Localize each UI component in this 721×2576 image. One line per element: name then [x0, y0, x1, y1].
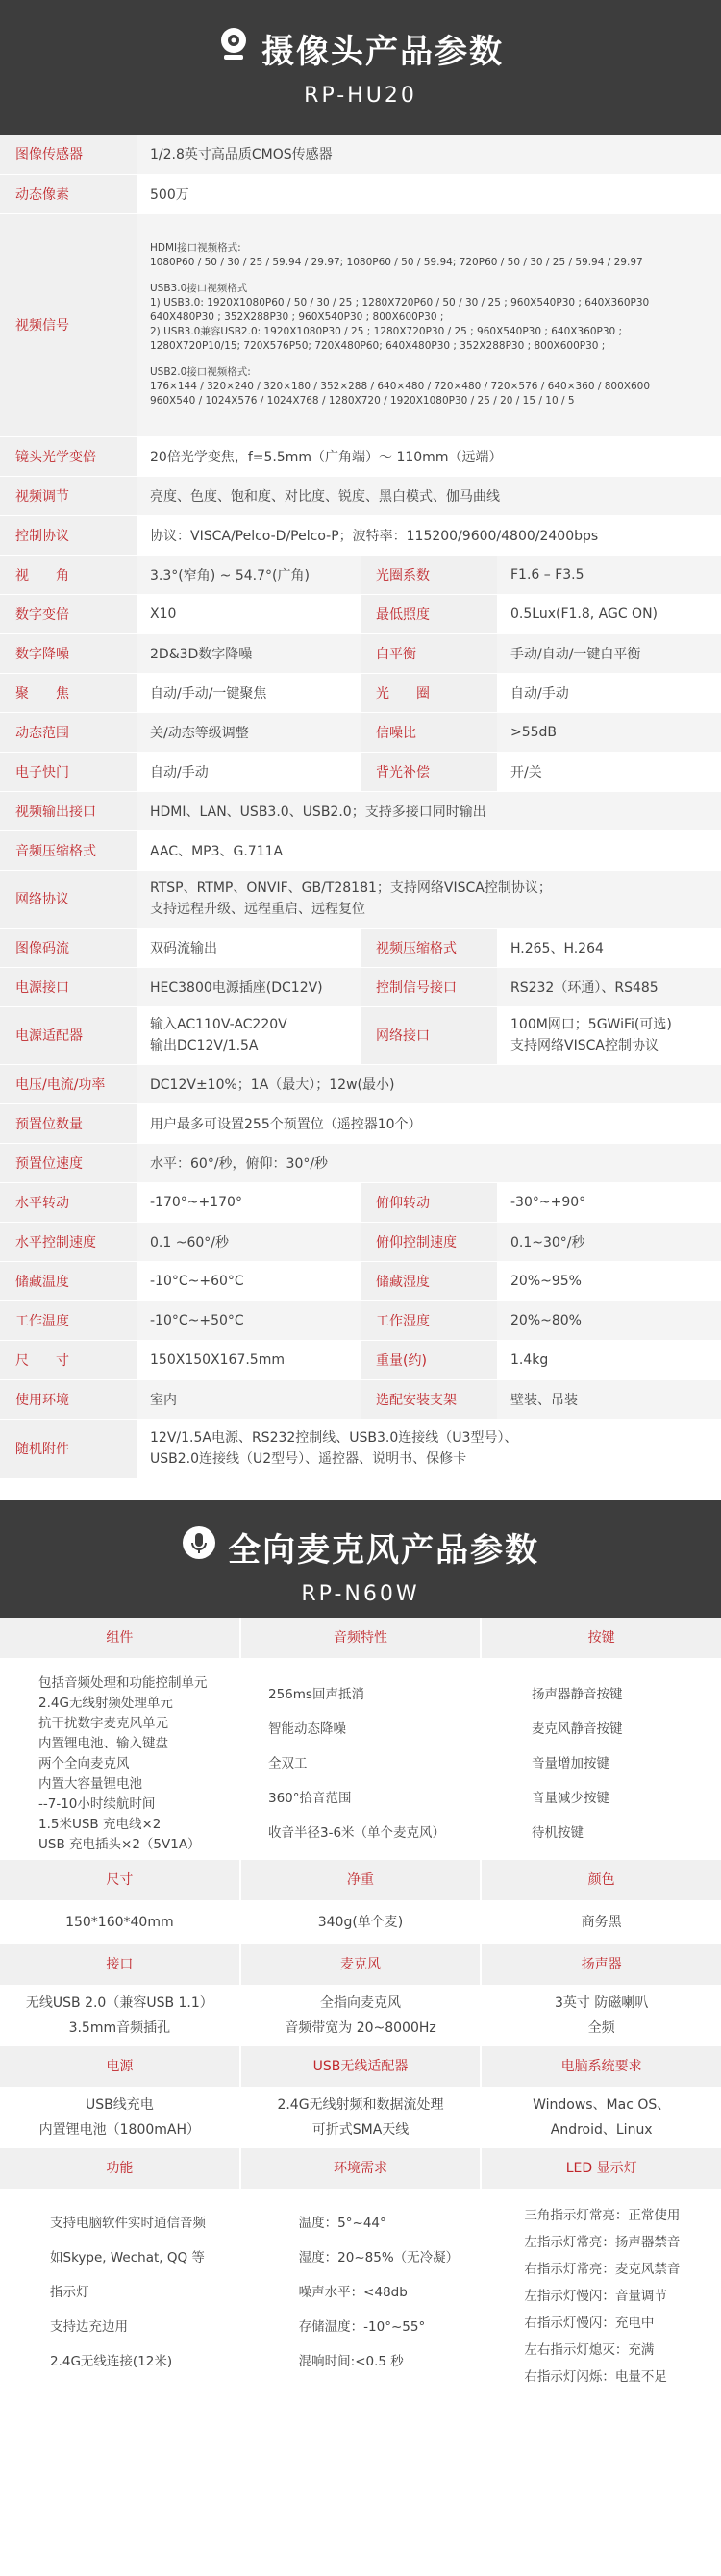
list-item: 1.5米USB 充电线×2 — [38, 1816, 162, 1832]
mic-functions — [0, 2189, 249, 2404]
spec-value: >55dB — [497, 712, 721, 752]
list-item: 左右指示灯熄灭：充满 — [524, 2341, 655, 2358]
mic-header-row — [0, 2046, 721, 2087]
mic-audio-features — [230, 1658, 460, 1860]
spec-label: 水平转动 — [0, 1182, 137, 1222]
spec-label: 图像传感器 — [0, 135, 137, 174]
accessories-line: USB2.0连接线（U2型号）、遥控器、说明书、保修卡 — [150, 1451, 467, 1467]
spec-label: 储藏湿度 — [360, 1261, 497, 1300]
mic-header-cell: 电源 — [0, 2046, 241, 2087]
spec-value: 亮度、色度、饱和度、对比度、锐度、黑白模式、伽马曲线 — [137, 476, 721, 515]
spec-label: 视频输出接口 — [0, 791, 137, 830]
adapter-line: 输入AC110V-AC220V — [150, 1017, 287, 1032]
list-item: USB 充电插头×2（5V1A） — [38, 1836, 201, 1852]
list-item: 内置大容量锂电池 — [38, 1775, 142, 1792]
spec-value: 双码流输出 — [137, 928, 360, 967]
list-item: 支持电脑软件实时通信音频 — [50, 2215, 206, 2231]
list-item: 2.4G无线连接(12米) — [50, 2353, 173, 2369]
spec-value — [137, 870, 721, 928]
camera-spec-table — [0, 135, 721, 1479]
mic-body-row — [0, 2087, 721, 2148]
spec-label: 动态像素 — [0, 174, 137, 213]
mic-interface — [0, 1985, 241, 2046]
spec-label: 储藏温度 — [0, 1261, 137, 1300]
spec-label: 音频压缩格式 — [0, 830, 137, 870]
list-item: Windows、Mac OS、 — [533, 2096, 671, 2113]
spec-label: 控制协议 — [0, 515, 137, 555]
spec-label: 光圈系数 — [360, 555, 497, 594]
spec-value: F1.6 – F3.5 — [497, 555, 721, 594]
spec-value: 20%~80% — [497, 1300, 721, 1340]
spec-value: 开/关 — [497, 752, 721, 791]
network-port-line: 100M网口；5GWiFi(可选) — [510, 1017, 672, 1032]
spec-value: 自动/手动/一键聚焦 — [137, 673, 360, 712]
list-item: 包括音频处理和功能控制单元 — [38, 1674, 208, 1691]
camera-model: RP-HU20 — [304, 84, 417, 108]
spec-label: 使用环境 — [0, 1379, 137, 1419]
spec-value: 0.1~30°/秒 — [497, 1222, 721, 1261]
spec-label: 光 圈 — [360, 673, 497, 712]
mic-body-row — [0, 1985, 721, 2046]
network-line: RTSP、RTMP、ONVIF、GB/T28181；支持网络VISCA控制协议； — [150, 880, 552, 896]
hdmi-title: HDMI接口视频格式: — [150, 242, 241, 254]
spec-label: 重量(约) — [360, 1340, 497, 1379]
list-item: 无线USB 2.0（兼容USB 1.1） — [25, 1994, 213, 2011]
mic-led — [497, 2189, 721, 2404]
mic-header-cell: 麦克风 — [241, 1944, 483, 1985]
spec-value: 20%~95% — [497, 1261, 721, 1300]
usb2-line: 960X540 / 1024X576 / 1024X768 / 1280X720 / 1920X1080P30 / 25 / 20 / 15 / 10 / 5 — [150, 395, 575, 407]
list-item: 可折式SMA天线 — [311, 2121, 410, 2138]
mic-model: RP-N60W — [301, 1581, 420, 1606]
spec-value: X10 — [137, 594, 360, 633]
mic-components — [0, 1658, 230, 1860]
spec-value: 自动/手动 — [497, 673, 721, 712]
list-item: 2.4G无线射频和数据流处理 — [277, 2096, 444, 2113]
spec-value: 1/2.8英寸高品质CMOS传感器 — [137, 135, 721, 174]
network-line: 支持远程升级、远程重启、远程复位 — [150, 902, 365, 917]
spec-label: 尺 寸 — [0, 1340, 137, 1379]
spec-value: 手动/自动/一键白平衡 — [497, 633, 721, 673]
spec-value: 用户最多可设置255个预置位（遥控器10个） — [137, 1103, 721, 1143]
spec-label: 水平控制速度 — [0, 1222, 137, 1261]
adapter-line: 输出DC12V/1.5A — [150, 1038, 259, 1053]
mic-body-row — [0, 2189, 721, 2404]
spec-label: 聚 焦 — [0, 673, 137, 712]
list-item: 噪声水平：<48db — [298, 2284, 408, 2300]
spec-label: 最低照度 — [360, 594, 497, 633]
mic-size: 150*160*40mm — [0, 1900, 241, 1944]
mic-header-cell: 按键 — [482, 1618, 721, 1658]
list-item: 256ms回声抵消 — [268, 1686, 364, 1702]
spec-label: 数字变倍 — [0, 594, 137, 633]
mic-header-row — [0, 1618, 721, 1658]
list-item: 收音半径3-6米（单个麦克风） — [268, 1824, 446, 1841]
mic-header-cell: 音频特性 — [241, 1618, 483, 1658]
spec-value: 自动/手动 — [137, 752, 360, 791]
microphone-icon — [182, 1525, 216, 1569]
spec-value: 500万 — [137, 174, 721, 213]
spec-value — [137, 1419, 721, 1478]
spec-label: 网络协议 — [0, 870, 137, 928]
list-item: 3.5mm音频插孔 — [68, 2019, 171, 2036]
spec-value: 150X150X167.5mm — [137, 1340, 360, 1379]
list-item: 音量减少按键 — [532, 1790, 609, 1806]
mic-header-cell: 颜色 — [482, 1860, 721, 1900]
spec-value — [497, 1006, 721, 1064]
list-item: 抗干扰数字麦克风单元 — [38, 1715, 168, 1731]
spec-label: 图像码流 — [0, 928, 137, 967]
mic-environment — [249, 2189, 498, 2404]
usb3-line: 2) USB3.0兼容USB2.0: 1920X1080P30 / 25 ; 1280X720P30 / 25 ; 960X540P30 ; 640X360P30 ; — [150, 326, 623, 337]
list-item: 左指示灯常亮：扬声器禁音 — [524, 2234, 681, 2250]
mic-weight: 340g(单个麦) — [241, 1900, 483, 1944]
spec-label: 预置位速度 — [0, 1143, 137, 1182]
spec-label: 视频信号 — [0, 213, 137, 436]
mic-header-cell: 组件 — [0, 1618, 241, 1658]
spec-value: 0.1 ~60°/秒 — [137, 1222, 360, 1261]
spec-label: 电子快门 — [0, 752, 137, 791]
list-item: 麦克风静音按键 — [532, 1721, 623, 1737]
webcam-icon — [217, 26, 250, 71]
mic-header-cell: 功能 — [0, 2148, 241, 2189]
spec-value: HDMI、LAN、USB3.0、USB2.0；支持多接口同时输出 — [137, 791, 721, 830]
spec-value: AAC、MP3、G.711A — [137, 830, 721, 870]
spec-label: 数字降噪 — [0, 633, 137, 673]
list-item: 扬声器静音按键 — [532, 1686, 623, 1702]
list-item: 如Skype, Wechat, QQ 等 — [50, 2249, 205, 2266]
spec-value — [137, 1006, 360, 1064]
spec-label: 镜头光学变倍 — [0, 436, 137, 476]
list-item: 音频带宽为 20~8000Hz — [285, 2019, 436, 2036]
network-port-line: 支持网络VISCA控制协议 — [510, 1038, 659, 1053]
spec-value: 水平：60°/秒，俯仰：30°/秒 — [137, 1143, 721, 1182]
list-item: 2.4G无线射频处理单元 — [38, 1695, 173, 1711]
spec-value: HEC3800电源插座(DC12V) — [137, 967, 360, 1006]
mic-header-cell: 电脑系统要求 — [482, 2046, 721, 2087]
spec-label: 电源接口 — [0, 967, 137, 1006]
spec-value: 室内 — [137, 1379, 360, 1419]
list-item: 支持边充边用 — [50, 2318, 128, 2335]
spec-value: 3.3°(窄角) ~ 54.7°(广角) — [137, 555, 360, 594]
mic-header-cell: 扬声器 — [482, 1944, 721, 1985]
list-item: 右指示灯常亮：麦克风禁音 — [524, 2261, 681, 2277]
spec-label: 随机附件 — [0, 1419, 137, 1478]
list-item: 3英寸 防磁喇叭 — [555, 1994, 649, 2011]
mic-header-cell: 净重 — [241, 1860, 483, 1900]
usb3-line: 1280X720P10/15; 720X576P50; 720X480P60; 640X480P30 ; 352X288P30 ; 800X600P30 ; — [150, 340, 606, 352]
list-item: 右指示灯慢闪：充电中 — [524, 2315, 655, 2331]
list-item: 全双工 — [268, 1755, 308, 1771]
spec-label: 网络接口 — [360, 1006, 497, 1064]
mic-header-row — [0, 2148, 721, 2189]
spec-value: 壁装、吊装 — [497, 1379, 721, 1419]
usb3-line: 640X480P30 ; 352X288P30 ; 960X540P30 ; 800X600P30 ; — [150, 311, 444, 323]
list-item: USB线充电 — [85, 2096, 154, 2113]
mic-header-cell: USB无线适配器 — [241, 2046, 483, 2087]
spec-label: 电压/电流/功率 — [0, 1064, 137, 1103]
spec-value: -170°~+170° — [137, 1182, 360, 1222]
spec-value: 2D&3D数字降噪 — [137, 633, 360, 673]
list-item: 混响时间:<0.5 秒 — [298, 2353, 404, 2369]
spec-label: 预置位数量 — [0, 1103, 137, 1143]
spec-value: 0.5Lux(F1.8, AGC ON) — [497, 594, 721, 633]
list-item: 待机按键 — [532, 1824, 584, 1841]
list-item: 360°拾音范围 — [268, 1790, 352, 1806]
usb3-title: USB3.0接口视频格式 — [150, 283, 248, 294]
usb2-line: 176×144 / 320×240 / 320×180 / 352×288 / 640×480 / 720×480 / 720×576 / 640×360 / 800X600 — [150, 381, 651, 392]
spec-value: 关/动态等级调整 — [137, 712, 360, 752]
spec-label: 背光补偿 — [360, 752, 497, 791]
spec-label: 工作温度 — [0, 1300, 137, 1340]
list-item: 指示灯 — [50, 2284, 89, 2300]
list-item: 全频 — [587, 2019, 615, 2036]
spec-value: RS232（环通）、RS485 — [497, 967, 721, 1006]
mic-keys — [460, 1658, 721, 1860]
mic-usb-adapter — [241, 2087, 483, 2148]
mic-header-band — [0, 1500, 721, 1618]
list-item: 三角指示灯常亮：正常使用 — [524, 2207, 681, 2223]
usb3-line: 1) USB3.0: 1920X1080P60 / 50 / 30 / 25 ; 1280X720P60 / 50 / 30 / 25 ; 960X540P30 ; 640X360P30 — [150, 297, 650, 309]
mic-os-requirements — [482, 2087, 721, 2148]
spec-value: 1.4kg — [497, 1340, 721, 1379]
spec-label: 视 角 — [0, 555, 137, 594]
video-signal-formats — [137, 213, 721, 436]
mic-header-row — [0, 1860, 721, 1900]
spec-label: 电源适配器 — [0, 1006, 137, 1064]
camera-section-title: 摄像头产品参数 — [261, 33, 504, 71]
spec-label: 俯仰控制速度 — [360, 1222, 497, 1261]
accessories-line: 12V/1.5A电源、RS232控制线、USB3.0连接线（U3型号）、 — [150, 1430, 518, 1446]
list-item: 全指向麦克风 — [320, 1994, 401, 2011]
mic-header-cell: 环境需求 — [241, 2148, 483, 2189]
spec-label: 俯仰转动 — [360, 1182, 497, 1222]
list-item: 两个全向麦克风 — [38, 1755, 130, 1771]
spec-label: 控制信号接口 — [360, 967, 497, 1006]
list-item: 左指示灯慢闪：音量调节 — [524, 2288, 667, 2304]
mic-spec-grid — [0, 1618, 721, 2404]
spec-value: 20倍光学变焦，f=5.5mm（广角端）～ 110mm（远端） — [137, 436, 721, 476]
mic-power — [0, 2087, 241, 2148]
spec-value: 协议：VISCA/Pelco-D/Pelco-P；波特率：115200/9600/4800/2400bps — [137, 515, 721, 555]
spec-value: -10°C~+60°C — [137, 1261, 360, 1300]
mic-section-title: 全向麦克风产品参数 — [228, 1530, 539, 1570]
list-item: 内置锂电池、输入键盘 — [38, 1735, 168, 1751]
spec-label: 动态范围 — [0, 712, 137, 752]
mic-color: 商务黑 — [482, 1900, 721, 1944]
list-item: 存储温度：-10°~55° — [298, 2318, 426, 2335]
list-item: 温度：5°~44° — [298, 2215, 386, 2231]
spec-label: 选配安装支架 — [360, 1379, 497, 1419]
spec-label: 视频压缩格式 — [360, 928, 497, 967]
list-item: 内置锂电池（1800mAH） — [38, 2121, 201, 2138]
list-item: Android、Linux — [550, 2121, 653, 2138]
mic-body-row — [0, 1900, 721, 1944]
mic-header-cell: 尺寸 — [0, 1860, 241, 1900]
spec-value: -30°~+90° — [497, 1182, 721, 1222]
list-item: --7-10小时续航时间 — [38, 1796, 156, 1812]
spec-label: 视频调节 — [0, 476, 137, 515]
mic-header-row — [0, 1944, 721, 1985]
list-item: 音量增加按键 — [532, 1755, 609, 1771]
spec-label: 信噪比 — [360, 712, 497, 752]
mic-microphone — [241, 1985, 483, 2046]
list-item: 智能动态降噪 — [268, 1721, 346, 1737]
spec-value: -10°C~+50°C — [137, 1300, 360, 1340]
camera-header-band — [0, 0, 721, 135]
list-item: 湿度：20~85%（无冷凝） — [298, 2249, 460, 2266]
mic-header-cell: 接口 — [0, 1944, 241, 1985]
list-item: 右指示灯闪烁：电量不足 — [524, 2368, 667, 2385]
hdmi-line: 1080P60 / 50 / 30 / 25 / 59.94 / 29.97; 1080P60 / 50 / 59.94; 720P60 / 50 / 30 / 25 / 59.94 / 29.97 — [150, 257, 643, 268]
spec-value: DC12V±10%；1A（最大）；12w(最小) — [137, 1064, 721, 1103]
spec-label: 工作湿度 — [360, 1300, 497, 1340]
mic-body-row — [0, 1658, 721, 1860]
mic-speaker — [482, 1985, 721, 2046]
spec-value: H.265、H.264 — [497, 928, 721, 967]
mic-header-cell: LED 显示灯 — [482, 2148, 721, 2189]
usb2-title: USB2.0接口视频格式: — [150, 366, 251, 378]
spec-label: 白平衡 — [360, 633, 497, 673]
